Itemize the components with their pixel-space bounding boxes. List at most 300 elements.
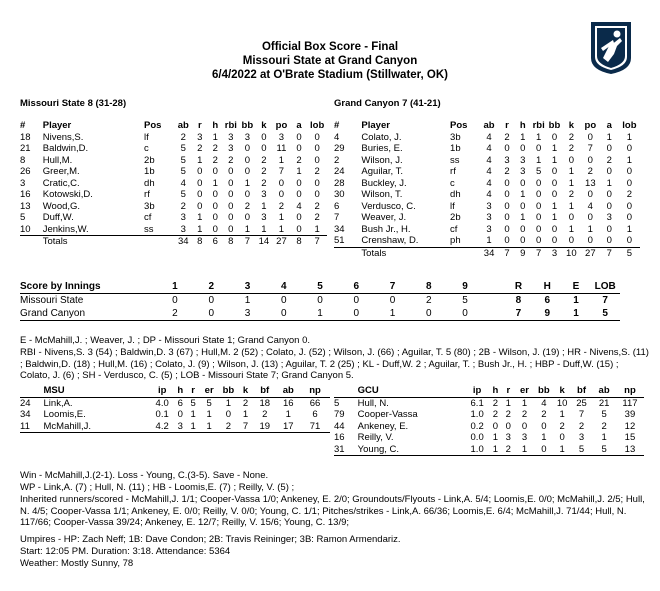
home-batting-header <box>334 120 640 132</box>
player-name: Buckley, J. <box>361 177 407 189</box>
stat-cell: 0 <box>551 131 558 143</box>
stat-cell: 0 <box>228 223 234 235</box>
rhe-value: 5 <box>602 307 608 319</box>
batter-row <box>334 178 640 190</box>
stat-cell: 3 <box>521 432 528 444</box>
rhe-header: R <box>514 281 523 293</box>
stat-cell: 0 <box>228 177 234 189</box>
game-notes-e-dp: E - McMahill,J. ; Weaver, J. ; DP - Missouri State 1; Grand Canyon 0. <box>20 335 311 346</box>
stat-cell: 0 <box>606 235 612 247</box>
player-name: Wood,G. <box>42 200 81 212</box>
stat-cell: 1 <box>197 223 203 235</box>
column-header: ab <box>177 120 189 132</box>
stat-cell: 0 <box>626 235 633 247</box>
stat-cell: rf <box>450 166 456 178</box>
stat-cell: 30 <box>334 189 345 201</box>
stat-cell: 4.0 <box>155 397 169 409</box>
stat-cell: 2 <box>568 131 574 143</box>
stat-cell: 0 <box>212 166 218 178</box>
pitcher-row <box>20 409 330 421</box>
stat-cell: 0 <box>568 154 574 166</box>
game-notes-rbi-hr: RBI - Nivens,S. 3 (54) ; Baldwin,D. 3 (67) ; Hull,M. 2 (52) ; Colato, J. (52) ; Wilson, J. (66) ; Aguilar, T. 5 (80) ; 2B - Wilson, J. (19) ; HR - Nivens,S. (11) ; Baldwin,D. (18) ; Hull,M. (16) ; Colato, J. (9) ; Wilson, J. (13) ; Aguilar, T. 2 (25) ; KL - Duff,W. 2 ; Aguilar, T. ; Bush Jr., H. ; HBP - Duff,W. (15) ; Colato, J. (6) ; SH - Verdusco, C. (5) ; LOB - Missouri State 7; Grand Canyon 5. <box>20 347 649 381</box>
stat-cell: 0 <box>244 212 250 224</box>
rhe-value: 1 <box>573 294 579 306</box>
column-header: ab <box>282 385 294 397</box>
inning-runs: 0 <box>426 307 432 319</box>
stat-cell: 0 <box>626 143 633 155</box>
total-cell: 3 <box>551 247 558 259</box>
player-name: Verdusco, C. <box>361 200 416 212</box>
stat-cell: 1 <box>521 397 528 409</box>
inning-runs: 0 <box>389 294 396 306</box>
inherited-runners-line: Inherited runners/scored - McMahill,J. 1/1; Cooper-Vassa 1/0; Ankeney, E. 2/0; Groundouts/Flyouts - Link,A. 5/4; Loomis,E. 0/0; McMahill,J. 2/5; Hull, N. 4/5; Cooper-Vassa 1/1; Ankeney, E. 0/0; Reilly, V. 0/0; Young, C. 1/1; Pitches/strikes - Link,A. 66/36; Loomis,E. 6/4; McMahill,J. 71/44; Hull, N. 117/66; Cooper-Vassa 39/24; Ankeney, E. 12/7; Reilly, V. 15/6; Young, C. 13/9; <box>20 494 645 528</box>
stat-cell: 0 <box>551 177 558 189</box>
header-title: Official Box Score - Final <box>261 41 399 53</box>
away-pitching-table <box>20 385 330 433</box>
column-header: ab <box>598 385 610 397</box>
stat-cell: 4 <box>486 166 492 178</box>
stat-cell: 5 <box>180 154 186 166</box>
column-header: r <box>191 385 195 397</box>
home-batting-table <box>334 120 640 259</box>
stat-cell: 1b <box>144 166 155 178</box>
rhe-header: E <box>572 281 580 293</box>
stat-cell: 1 <box>197 212 203 224</box>
stat-cell: 0 <box>296 143 302 155</box>
stat-cell: 0 <box>212 189 218 201</box>
column-header: h <box>519 120 526 132</box>
stat-cell: 13 <box>624 443 636 455</box>
stat-cell: 1 <box>568 177 574 189</box>
stat-cell: 0 <box>535 223 542 235</box>
stat-cell: 0 <box>212 212 218 224</box>
column-header: bb <box>538 385 550 397</box>
batter-row <box>334 224 640 236</box>
stat-cell: 3 <box>278 131 285 143</box>
stat-cell: 0 <box>197 166 203 178</box>
stat-cell: 3 <box>20 177 26 189</box>
inning-runs: 0 <box>317 294 323 306</box>
stat-cell: 1 <box>190 420 196 432</box>
pitcher-name: Reilly, V. <box>357 432 394 444</box>
batter-row <box>20 224 327 236</box>
stat-cell: 3 <box>180 212 186 224</box>
stat-cell: 0 <box>244 166 250 178</box>
stat-cell: 2 <box>314 212 320 224</box>
player-name: Aguilar, T. <box>361 166 403 178</box>
total-cell: 8 <box>197 236 203 248</box>
rhe-value: 7 <box>515 307 522 319</box>
stat-cell: 0 <box>177 409 183 421</box>
number-header <box>334 385 358 397</box>
stat-cell: 4 <box>296 200 302 212</box>
column-header: Player <box>361 120 390 132</box>
stat-cell: 2 <box>606 154 612 166</box>
stat-cell: 0 <box>314 131 320 143</box>
stat-cell: c <box>144 143 149 155</box>
stat-cell: 2 <box>244 200 250 212</box>
stat-cell: 7 <box>242 420 249 432</box>
ncaa-logo-icon <box>587 18 635 76</box>
column-header: rbi <box>224 120 237 132</box>
stat-cell: 1 <box>551 212 558 224</box>
stat-cell: 7 <box>578 409 585 421</box>
stat-cell: 25 <box>576 397 587 409</box>
player-name: Greer,M. <box>42 166 80 178</box>
rhe-value: 8 <box>515 294 522 306</box>
stat-cell: 4 <box>486 154 492 166</box>
inning-runs: 1 <box>389 307 396 319</box>
stat-cell: 11 <box>276 143 287 155</box>
stat-cell: 2 <box>505 443 511 455</box>
player-name: Colato, J. <box>361 131 402 143</box>
totals-row <box>334 247 640 259</box>
column-header: Pos <box>144 120 162 132</box>
stat-cell: 117 <box>622 397 638 409</box>
batter-row <box>334 212 640 224</box>
stat-cell: 5 <box>334 397 340 409</box>
batter-row <box>334 189 640 201</box>
stat-cell: 0 <box>261 131 267 143</box>
stat-cell: 1 <box>535 131 542 143</box>
column-header: np <box>624 385 636 397</box>
stat-cell: 24 <box>20 397 31 409</box>
stat-cell: 2 <box>296 154 302 166</box>
column-header: k <box>261 120 267 132</box>
column-header: # <box>334 120 340 132</box>
stat-cell: 0 <box>225 409 232 421</box>
stat-cell: 1 <box>520 212 526 224</box>
stat-cell: 0 <box>228 166 234 178</box>
stat-cell: 0 <box>626 177 633 189</box>
stat-cell: 10 <box>556 397 568 409</box>
stat-cell: 1 <box>278 212 285 224</box>
stat-cell: c <box>450 177 455 189</box>
stat-cell: ss <box>450 154 460 166</box>
batter-row <box>334 143 640 155</box>
stat-cell: 0 <box>587 154 593 166</box>
wp-hb-line: WP - Link,A. (7) ; Hull, N. (11) ; HB - Loomis,E. (7) ; Reilly, V. (5) ; <box>20 482 295 493</box>
total-cell <box>20 236 43 248</box>
stat-cell: 1 <box>551 154 558 166</box>
stat-cell: 4 <box>541 397 547 409</box>
inning-runs: 0 <box>353 307 360 319</box>
stat-cell: 0 <box>535 200 542 212</box>
away-team-title: Missouri State 8 (31-28) <box>20 98 127 109</box>
umpires-line: Umpires - HP: Zach Neff; 1B: Dave Condon; 2B: Travis Reininger; 3B: Ramon Armendariz. <box>20 534 401 545</box>
stat-cell: 2 <box>197 143 203 155</box>
stat-cell: 0 <box>535 235 542 247</box>
stat-cell: 39 <box>624 409 636 421</box>
stat-cell: 2 <box>587 166 593 178</box>
total-cell: 7 <box>535 247 542 259</box>
player-name: Hull,M. <box>42 154 73 166</box>
home-pitching-header <box>334 385 644 397</box>
stat-cell: 2 <box>225 420 232 432</box>
rhe-header: H <box>543 281 551 293</box>
total-cell <box>334 247 361 259</box>
batter-row <box>334 132 640 144</box>
stat-cell: 1 <box>568 223 574 235</box>
stat-cell: 1 <box>492 432 499 444</box>
stat-cell: 6 <box>312 409 318 421</box>
inning-header: 6 <box>353 281 360 293</box>
spacer <box>483 281 504 293</box>
pitcher-name: Young, C. <box>357 443 400 455</box>
column-header: k <box>559 385 565 397</box>
inning-header: 8 <box>426 281 432 293</box>
stat-cell: 0 <box>551 189 558 201</box>
stat-cell: 2b <box>450 212 461 224</box>
stat-cell: 0 <box>568 212 574 224</box>
stat-cell: 0 <box>228 200 234 212</box>
stat-cell: 3 <box>177 420 183 432</box>
stat-cell: 34 <box>334 223 345 235</box>
stat-cell: 3 <box>180 223 186 235</box>
column-header: h <box>177 385 184 397</box>
stat-cell: 0 <box>278 189 285 201</box>
stat-cell: 1 <box>492 443 499 455</box>
stat-cell: 26 <box>20 166 31 178</box>
away-batting-table <box>20 120 327 248</box>
team-name: Grand Canyon <box>20 307 86 319</box>
stat-cell: 0 <box>626 212 633 224</box>
stat-cell: 3 <box>197 131 203 143</box>
stat-cell: 3 <box>520 154 526 166</box>
linescore-label: Score by Innings <box>20 281 101 293</box>
stat-cell: 2 <box>262 409 268 421</box>
linescore-table <box>20 281 620 321</box>
stat-cell: 0 <box>296 177 302 189</box>
column-header: h <box>212 120 219 132</box>
total-cell: 9 <box>520 247 526 259</box>
stat-cell: 51 <box>334 235 345 247</box>
stat-cell: 0 <box>520 235 526 247</box>
stat-cell: 0 <box>228 212 234 224</box>
stat-cell: 1 <box>626 223 633 235</box>
stat-cell: 0 <box>587 189 593 201</box>
stat-cell: 1 <box>626 154 633 166</box>
stat-cell: 2 <box>278 200 285 212</box>
stat-cell: 3 <box>228 131 234 143</box>
column-header: bb <box>241 120 254 132</box>
stat-cell: 0.2 <box>470 420 484 432</box>
stat-cell: 1 <box>225 397 232 409</box>
total-cell: 8 <box>228 236 234 248</box>
stat-cell: 1 <box>296 166 302 178</box>
batter-row <box>334 166 640 178</box>
column-header: po <box>275 120 288 132</box>
stat-cell: 2b <box>144 154 155 166</box>
stat-cell: 1 <box>278 223 285 235</box>
stat-cell: 10 <box>20 223 31 235</box>
stat-cell: ss <box>144 223 154 235</box>
batter-row <box>334 155 640 167</box>
stat-cell: 7 <box>587 143 593 155</box>
stat-cell: 2 <box>504 166 510 178</box>
stat-cell: 7 <box>278 166 285 178</box>
player-name: Jenkins,W. <box>42 223 89 235</box>
stat-cell: 0 <box>504 223 510 235</box>
stat-cell: 0 <box>520 177 526 189</box>
stat-cell: 0 <box>520 143 526 155</box>
column-header: er <box>519 385 529 397</box>
total-cell: 7 <box>504 247 510 259</box>
stat-cell: 0.0 <box>470 432 484 444</box>
stat-cell: 1 <box>568 200 574 212</box>
away-pitching-header <box>20 385 330 397</box>
inning-runs: 1 <box>244 294 251 306</box>
stat-cell: 31 <box>334 443 345 455</box>
stat-cell: 0 <box>314 177 320 189</box>
player-name: Wilson, J. <box>361 154 403 166</box>
stat-cell: 12 <box>624 420 636 432</box>
stat-cell: 34 <box>20 409 31 421</box>
stat-cell: 0 <box>314 154 320 166</box>
stat-cell: 0 <box>587 235 593 247</box>
stat-cell: 0 <box>296 189 302 201</box>
stat-cell: 2 <box>626 189 633 201</box>
stat-cell: 4 <box>486 177 492 189</box>
stat-cell: 79 <box>334 409 345 421</box>
stat-cell: 1 <box>261 223 267 235</box>
stat-cell: 13 <box>585 177 596 189</box>
stat-cell: 5 <box>20 212 26 224</box>
column-header: ip <box>157 385 167 397</box>
stat-cell: 2 <box>242 397 249 409</box>
batter-row <box>20 155 327 167</box>
stat-cell: 2 <box>492 409 499 421</box>
stat-cell: 71 <box>309 420 321 432</box>
column-header: k <box>568 120 574 132</box>
stat-cell: 1 <box>568 166 574 178</box>
home-pitching-table <box>334 385 644 456</box>
stat-cell: 2 <box>228 154 234 166</box>
stat-cell: 0 <box>197 200 203 212</box>
number-header <box>20 385 44 397</box>
total-cell: 10 <box>566 247 577 259</box>
stat-cell: 5 <box>206 397 212 409</box>
stat-cell: 0 <box>520 223 526 235</box>
stat-cell: 0 <box>296 223 302 235</box>
inning-header: 9 <box>462 281 468 293</box>
stat-cell: 3 <box>261 189 267 201</box>
stat-cell: 0 <box>541 420 547 432</box>
inning-runs: 0 <box>462 307 468 319</box>
stat-cell: 1 <box>541 432 547 444</box>
stat-cell: 3 <box>228 143 234 155</box>
linescore-header <box>20 281 620 293</box>
pitcher-row <box>20 397 330 409</box>
stat-cell: 8 <box>20 154 26 166</box>
pitcher-name: Cooper-Vassa <box>357 409 418 421</box>
team-name: Missouri State <box>20 294 84 306</box>
player-name: Weaver, J. <box>361 212 407 224</box>
stat-cell: 1 <box>551 143 558 155</box>
stat-cell: 1 <box>559 443 565 455</box>
stat-cell: 0 <box>278 177 285 189</box>
stat-cell: 2 <box>568 143 574 155</box>
stat-cell: 1 <box>212 131 218 143</box>
stat-cell: 3 <box>578 432 585 444</box>
stat-cell: 1 <box>244 223 250 235</box>
weather-line: Weather: Mostly Sunny, 78 <box>20 558 134 569</box>
stat-cell: 0 <box>551 235 558 247</box>
inning-header: 4 <box>280 281 287 293</box>
total-cell: 5 <box>626 247 633 259</box>
stat-cell: 1 <box>606 177 612 189</box>
totals-label: Totals <box>42 236 68 248</box>
stat-cell: 4 <box>486 143 492 155</box>
stat-cell: 0 <box>197 189 203 201</box>
stat-cell: 18 <box>20 131 31 143</box>
total-cell <box>144 236 175 248</box>
stat-cell: 0 <box>606 166 612 178</box>
stat-cell: 6.1 <box>470 397 484 409</box>
stat-cell: 1 <box>520 131 526 143</box>
stat-cell: 0 <box>261 143 267 155</box>
header-matchup: Missouri State at Grand Canyon <box>242 55 418 67</box>
stat-cell: 0 <box>504 177 510 189</box>
stat-cell: 0 <box>228 189 234 201</box>
stat-cell: 1.0 <box>470 443 484 455</box>
stat-cell: dh <box>144 177 155 189</box>
stat-cell: 2 <box>180 200 186 212</box>
stat-cell: 2 <box>261 177 267 189</box>
stat-cell: 2 <box>578 420 585 432</box>
player-name: Duff,W. <box>42 212 74 224</box>
totals-label: Totals <box>361 247 387 259</box>
stat-cell: 5 <box>601 443 607 455</box>
stat-cell: 0 <box>551 166 558 178</box>
player-name: Bush Jr., H. <box>361 223 411 235</box>
stat-cell: 6 <box>334 200 340 212</box>
pitching-team: MSU <box>43 385 65 397</box>
inning-runs: 0 <box>353 294 360 306</box>
column-header: r <box>505 120 509 132</box>
home-team-title: Grand Canyon 7 (41-21) <box>334 98 441 109</box>
stat-cell: 0 <box>551 223 558 235</box>
stat-cell: 1 <box>520 189 526 201</box>
stat-cell: 1 <box>206 420 212 432</box>
inning-runs: 5 <box>462 294 468 306</box>
stat-cell: 5 <box>601 409 607 421</box>
inning-header: 5 <box>317 281 323 293</box>
stat-cell: 0 <box>504 212 510 224</box>
stat-cell: 2 <box>492 397 499 409</box>
stat-cell: 66 <box>309 397 321 409</box>
totals-row <box>20 236 327 248</box>
stat-cell: 2 <box>541 409 547 421</box>
stat-cell: 2 <box>180 131 186 143</box>
total-cell: 27 <box>276 236 287 248</box>
pitcher-row <box>20 421 330 433</box>
inning-header: 2 <box>208 281 214 293</box>
stat-cell: 17 <box>282 420 294 432</box>
total-cell: 7 <box>606 247 612 259</box>
decision-line: Win - McMahill,J.(2-1). Loss - Young, C.(3-5). Save - None. <box>20 470 269 481</box>
stat-cell: 11 <box>20 420 30 432</box>
column-header: ip <box>472 385 482 397</box>
stat-cell: 0 <box>504 189 510 201</box>
stat-cell: 1 <box>285 409 291 421</box>
stat-cell: 1 <box>521 443 528 455</box>
stat-cell: 0 <box>296 131 302 143</box>
stat-cell: 3 <box>486 223 492 235</box>
stat-cell: 4.2 <box>155 420 169 432</box>
stat-cell: 28 <box>334 177 345 189</box>
stat-cell: 5 <box>180 143 186 155</box>
